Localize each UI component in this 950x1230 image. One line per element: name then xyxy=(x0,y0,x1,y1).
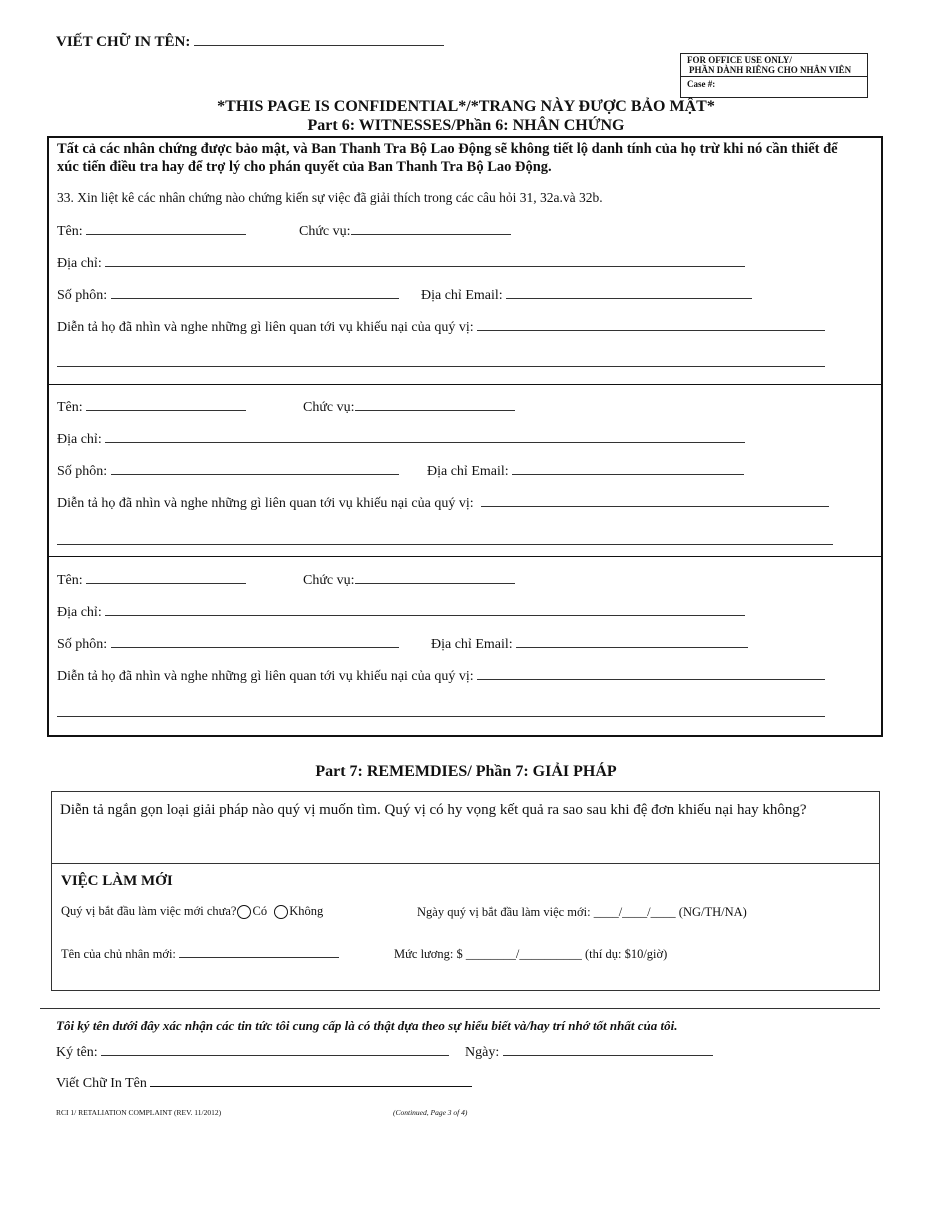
yes-radio[interactable] xyxy=(237,905,251,919)
email-label: Địa chỉ Email: xyxy=(431,637,513,652)
date-row xyxy=(465,1045,713,1061)
address-label: Địa chỉ: xyxy=(57,605,102,620)
email-label: Địa chỉ Email: xyxy=(421,288,503,303)
describe-label: Diễn tả họ đã nhìn và nghe những gì liên quan tới vụ khiếu nại của quý vị: xyxy=(57,669,474,684)
witness2-describe-row xyxy=(57,496,829,512)
witness1-phone-row xyxy=(57,288,399,304)
address-label: Địa chỉ: xyxy=(57,432,102,447)
signature-field[interactable] xyxy=(101,1055,449,1056)
case-number-label: Case #: xyxy=(687,79,716,89)
office-use-box xyxy=(680,53,868,98)
witness-divider-1 xyxy=(49,384,881,385)
no-label: Không xyxy=(289,904,324,918)
witness1-email-row xyxy=(421,288,752,304)
address-label: Địa chỉ: xyxy=(57,256,102,271)
witness3-title-row xyxy=(303,573,515,589)
witness-confidentiality-notice: Tất cả các nhân chứng được bảo mật, và Ban Thanh Tra Bộ Lao Động sẽ không tiết lộ danh tính của họ trừ khi nó cần thiết để xúc tiến điều tra hay để trợ lý cho phán quyết của Ban Thanh Tra Bộ Lao Động. xyxy=(57,141,838,175)
witness1-name-row xyxy=(57,224,246,240)
print-name-bottom-field[interactable] xyxy=(150,1086,472,1087)
new-job-heading: VIỆC LÀM MỚI xyxy=(61,873,173,889)
date-field[interactable] xyxy=(503,1055,713,1056)
witness2-phone-field[interactable] xyxy=(111,474,399,475)
phone-label: Số phôn: xyxy=(57,464,108,479)
name-label: Tên: xyxy=(57,573,83,588)
witness1-title-field[interactable] xyxy=(351,234,511,235)
witness3-describe-line2[interactable] xyxy=(57,716,825,717)
witness2-email-row xyxy=(427,464,744,480)
new-employer-field[interactable] xyxy=(179,957,339,958)
confidential-banner: *THIS PAGE IS CONFIDENTIAL*/*TRANG NÀY ĐƯỢC BẢO MẬT* xyxy=(217,98,715,115)
new-employer-row xyxy=(61,947,339,962)
yes-label: Có xyxy=(252,904,268,918)
witness3-email-row xyxy=(431,637,748,653)
print-name-bottom-row xyxy=(56,1076,472,1092)
witness3-describe-row xyxy=(57,669,825,685)
witness2-name-row xyxy=(57,400,246,416)
witness3-email-field[interactable] xyxy=(516,647,748,648)
signature-label: Ký tên: xyxy=(56,1045,98,1060)
title-label: Chức vụ: xyxy=(303,573,355,588)
witness2-title-row xyxy=(303,400,515,416)
office-use-line2: PHẦN DÀNH RIÊNG CHO NHÂN VIÊN xyxy=(689,65,852,75)
no-radio[interactable] xyxy=(274,905,288,919)
witness3-address-row xyxy=(57,605,745,621)
witness3-phone-field[interactable] xyxy=(111,647,399,648)
part7-title: Part 7: REMEMDIES/ Phần 7: GIẢI PHÁP xyxy=(315,763,617,780)
print-name-bottom-label: Viết Chữ In Tên xyxy=(56,1076,147,1091)
witness3-name-field[interactable] xyxy=(86,583,246,584)
phone-label: Số phôn: xyxy=(57,288,108,303)
witness2-title-field[interactable] xyxy=(355,410,515,411)
witness3-name-row xyxy=(57,573,246,589)
witness1-describe-row xyxy=(57,320,825,336)
witness2-address-field[interactable] xyxy=(105,442,745,443)
witness3-address-field[interactable] xyxy=(105,615,745,616)
witness1-phone-field[interactable] xyxy=(111,298,399,299)
certification-statement: Tôi ký tên dưới đây xác nhận các tin tức tôi cung cấp là có thật dựa theo sự hiểu biết và/hay trí nhớ tốt nhất của tôi. xyxy=(56,1018,678,1033)
witness1-email-field[interactable] xyxy=(506,298,752,299)
witness1-title-row xyxy=(299,224,511,240)
office-use-line1: FOR OFFICE USE ONLY/ xyxy=(687,55,792,65)
email-label: Địa chỉ Email: xyxy=(427,464,509,479)
witness2-describe-field[interactable] xyxy=(481,506,829,507)
witness2-email-field[interactable] xyxy=(512,474,744,475)
witness3-describe-field[interactable] xyxy=(477,679,825,680)
witness2-address-row xyxy=(57,432,745,448)
name-label: Tên: xyxy=(57,400,83,415)
witness1-describe-field[interactable] xyxy=(477,330,825,331)
witness2-name-field[interactable] xyxy=(86,410,246,411)
remedies-box xyxy=(51,791,880,991)
wage-label[interactable]: Mức lương: $ ________/__________ (thí dụ: $10/giờ) xyxy=(394,947,668,961)
part6-title: Part 6: WITNESSES/Phần 6: NHÂN CHỨNG xyxy=(307,117,625,134)
name-label: Tên: xyxy=(57,224,83,239)
describe-label: Diễn tả họ đã nhìn và nghe những gì liên quan tới vụ khiếu nại của quý vị: xyxy=(57,496,474,511)
continued-note: (Continued, Page 3 of 4) xyxy=(393,1108,468,1117)
witness3-title-field[interactable] xyxy=(355,583,515,584)
witness1-address-row xyxy=(57,256,745,272)
describe-label: Diễn tả họ đã nhìn và nghe những gì liên quan tới vụ khiếu nại của quý vị: xyxy=(57,320,474,335)
date-label: Ngày: xyxy=(465,1045,500,1060)
start-date-label[interactable]: Ngày quý vị bắt đầu làm việc mới: ____/____/____ (NG/TH/NA) xyxy=(417,905,747,919)
witness1-describe-line2[interactable] xyxy=(57,366,825,367)
print-name-label: VIẾT CHỮ IN TÊN: xyxy=(56,34,191,50)
certification-divider xyxy=(40,1008,880,1009)
title-label: Chức vụ: xyxy=(299,224,351,239)
witness2-describe-line2[interactable] xyxy=(57,544,833,545)
print-name-field[interactable] xyxy=(194,45,444,46)
phone-label: Số phôn: xyxy=(57,637,108,652)
witness1-address-field[interactable] xyxy=(105,266,745,267)
started-new-job-row xyxy=(61,904,323,919)
witness2-phone-row xyxy=(57,464,399,480)
remedies-question: Diễn tả ngắn gọn loại giải pháp nào quý vị muốn tìm. Quý vị có hy vọng kết quả ra sao sau khi đệ đơn khiếu nại hay không? xyxy=(60,802,807,818)
print-name-row xyxy=(56,34,444,51)
witness1-name-field[interactable] xyxy=(86,234,246,235)
witness-divider-2 xyxy=(49,556,881,557)
witness3-phone-row xyxy=(57,637,399,653)
witnesses-box xyxy=(47,136,883,737)
form-id: RCI 1/ RETALIATION COMPLAINT (REV. 11/2012) xyxy=(56,1108,222,1117)
question-33: 33. Xin liệt kê các nhân chứng nào chứng kiến sự việc đã giải thích trong các câu hỏi 31, 32a.và 32b. xyxy=(57,190,603,205)
started-new-job-label: Quý vị bắt đầu làm việc mới chưa? xyxy=(61,904,237,918)
remedies-divider xyxy=(52,863,879,864)
title-label: Chức vụ: xyxy=(303,400,355,415)
signature-row xyxy=(56,1045,449,1061)
new-employer-label: Tên của chủ nhân mới: xyxy=(61,947,176,961)
